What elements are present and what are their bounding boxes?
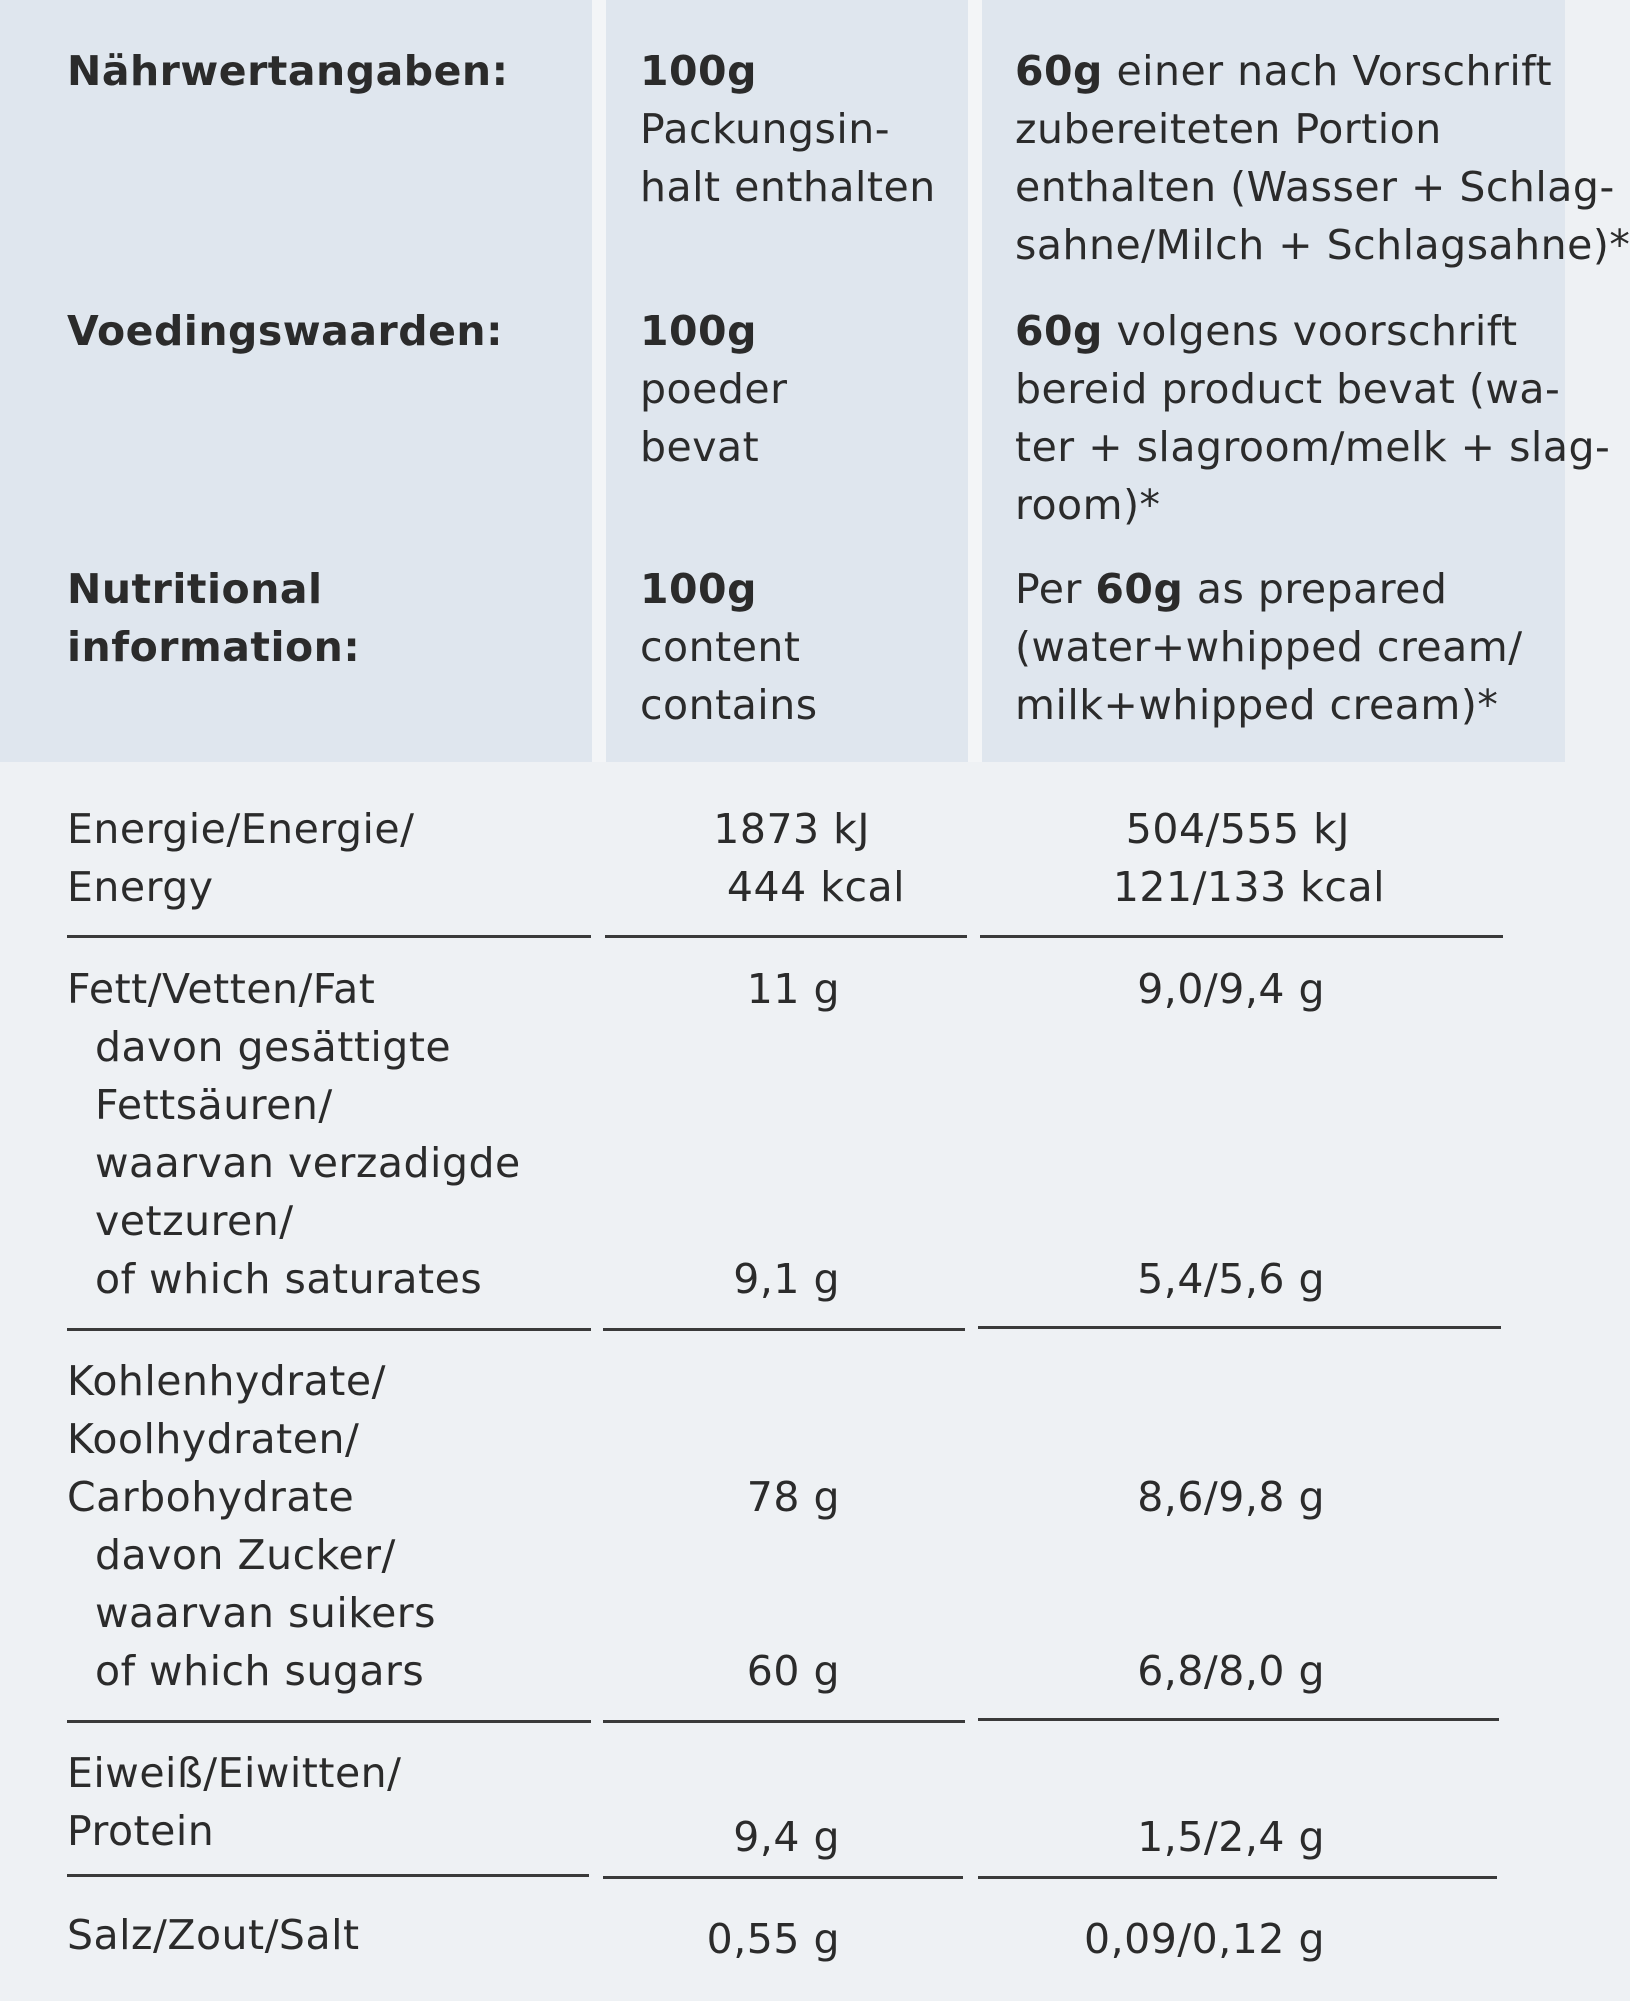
row-carbs-sub-line3: of which sugars (95, 1647, 425, 1695)
header-nl-label: Voedingswaarden: (67, 307, 503, 355)
row-fat-60g: 9,0/9,4 g (1137, 965, 1325, 1013)
row-fat-label: Fett/Vetten/Fat (67, 965, 376, 1013)
header-en-100g: 100g (640, 565, 757, 613)
header-en-col3-line0 (1015, 560, 1447, 618)
header-de-col3-rest: einer nach Vorschrift (1102, 47, 1553, 95)
row-energy-label-line2: Energy (67, 863, 214, 911)
header-en-col3-pre: Per (1015, 565, 1096, 613)
row-fat-sub-line5: of which saturates (95, 1255, 483, 1303)
row-carbs-sub-line1: davon Zucker/ (95, 1531, 396, 1579)
header-de-col3-line1: zubereiteten Portion (1015, 105, 1442, 153)
header-de-100g: 100g (640, 47, 757, 95)
rule-energy-col3 (980, 935, 1503, 938)
row-energy-60g-kcal: 121/133 kcal (1112, 863, 1385, 911)
header-en-col3-line2: milk+whipped cream)* (1015, 681, 1499, 729)
row-protein-label-line2: Protein (67, 1807, 215, 1855)
rule-fat-col2 (603, 1328, 965, 1331)
header-de-col3-line2: enthalten (Wasser + Schlag- (1015, 163, 1615, 211)
header-nl-100g: 100g (640, 307, 757, 355)
row-carbs-100g: 78 g (746, 1473, 840, 1521)
header-en-label-line1: Nutritional (67, 565, 323, 613)
row-fat-sub-line4: vetzuren/ (95, 1197, 294, 1245)
header-gap-1 (592, 0, 606, 762)
header-de-label: Nährwertangaben: (67, 47, 509, 95)
header-nl-col3-rest: volgens voorschrift (1102, 307, 1518, 355)
row-sugars-100g: 60 g (746, 1647, 840, 1695)
rule-energy-col1 (67, 935, 591, 938)
header-en-60g: 60g (1095, 565, 1184, 613)
header-gap-2 (968, 0, 982, 762)
row-protein-100g: 9,4 g (733, 1813, 840, 1861)
row-fat-sub-line1: davon gesättigte (95, 1023, 452, 1071)
header-nl-col3-line2: ter + slagroom/melk + slag- (1015, 423, 1611, 471)
rule-protein-col1 (67, 1874, 589, 1877)
header-de-col2-line2: halt enthalten (640, 163, 936, 211)
row-carbs-label-line2: Koolhydraten/ (67, 1415, 360, 1463)
header-en-col3-rest: as prepared (1183, 565, 1448, 613)
rule-carbs-col1 (67, 1720, 591, 1723)
header-nl-col3-line3: room)* (1015, 481, 1161, 529)
row-energy-60g-kj: 504/555 kJ (1125, 805, 1350, 853)
row-carbs-60g: 8,6/9,8 g (1137, 1473, 1325, 1521)
rule-fat-col1 (67, 1328, 591, 1331)
row-energy-100g-kj: 1873 kJ (713, 805, 870, 853)
header-nl-60g: 60g (1015, 307, 1103, 355)
header-en-col2-line2: contains (640, 681, 818, 729)
row-sugars-60g: 6,8/8,0 g (1137, 1647, 1325, 1695)
rule-protein-col3 (978, 1876, 1497, 1879)
row-protein-label-line1: Eiweiß/Eiwitten/ (67, 1749, 402, 1797)
header-nl-col2-line2: bevat (640, 423, 760, 471)
header-de-col3-line3: sahne/Milch + Schlagsahne)* (1015, 221, 1630, 269)
rule-fat-col3 (978, 1326, 1501, 1329)
header-de-60g: 60g (1015, 47, 1103, 95)
header-en-col3-line1: (water+whipped cream/ (1015, 623, 1523, 671)
header-en-col2-line1: content (640, 623, 801, 671)
row-salt-100g: 0,55 g (706, 1915, 840, 1963)
row-fat-sub-line2: Fettsäuren/ (95, 1081, 333, 1129)
rule-carbs-col2 (603, 1720, 965, 1723)
row-salt-60g: 0,09/0,12 g (1084, 1915, 1325, 1963)
row-salt-label: Salz/Zout/Salt (67, 1911, 360, 1959)
header-nl-col3-line0 (1015, 302, 1518, 360)
row-saturates-60g: 5,4/5,6 g (1137, 1255, 1325, 1303)
header-de-col3-line0 (1015, 42, 1552, 100)
header-de-col2-line1: Packungsin- (640, 105, 891, 153)
row-energy-100g-kcal: 444 kcal (726, 863, 905, 911)
row-carbs-label-line3: Carbohydrate (67, 1473, 355, 1521)
row-saturates-100g: 9,1 g (733, 1255, 840, 1303)
row-fat-100g: 11 g (746, 965, 840, 1013)
row-energy-label-line1: Energie/Energie/ (67, 805, 415, 853)
row-carbs-sub-line2: waarvan suikers (95, 1589, 437, 1637)
rule-carbs-col3 (978, 1718, 1499, 1721)
header-en-label-line2: information: (67, 623, 361, 671)
rule-protein-col2 (603, 1876, 963, 1879)
row-protein-60g: 1,5/2,4 g (1137, 1813, 1325, 1861)
row-fat-sub-line3: waarvan verzadigde (95, 1139, 521, 1187)
header-nl-col2-line1: poeder (640, 365, 788, 413)
row-carbs-label-line1: Kohlenhydrate/ (67, 1357, 386, 1405)
header-nl-col3-line1: bereid product bevat (wa- (1015, 365, 1561, 413)
rule-energy-col2 (605, 935, 967, 938)
